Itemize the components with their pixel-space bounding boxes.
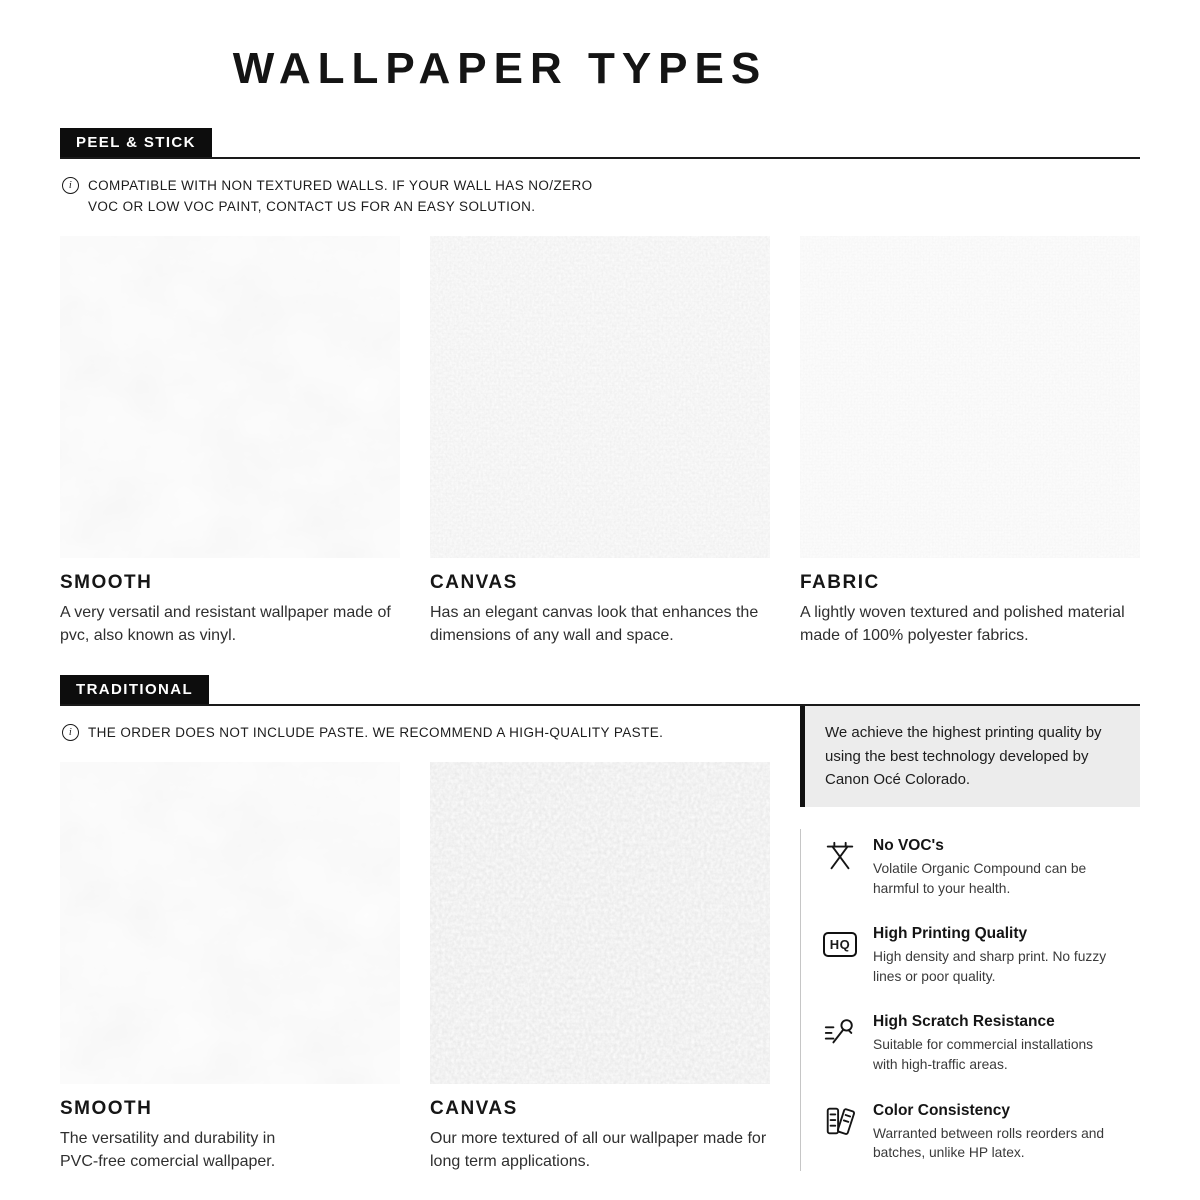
peel-stick-badge: PEEL & STICK [60,128,212,157]
swatch-title: SMOOTH [60,571,153,593]
feature-no-voc [821,837,1140,898]
hq-icon-label: HQ [823,932,858,957]
swatch-title: SMOOTH [60,1098,153,1120]
features-list [800,829,1140,1171]
traditional-section [60,675,1140,1173]
swatch-description: A very versatil and resistant wallpaper made of pvc, also known as vinyl. [60,603,391,644]
traditional-header-rule [60,675,1140,706]
swatch-card-smooth-traditional [60,762,400,1173]
swatch-card-canvas [430,236,770,647]
swatch-title: CANVAS [430,1098,518,1120]
swatch-description: The versatility and durability in PVC-free comercial wallpaper. [60,1130,276,1170]
note-line: VOC OR LOW VOC PAINT, CONTACT US FOR AN EASY SOLUTION. [88,198,536,214]
swatch-card-canvas-traditional [430,762,770,1173]
traditional-note [62,723,770,744]
hq-icon [821,925,859,963]
feature-high-printing-quality [821,925,1140,986]
swatch-description: A lightly woven textured and polished material made of 100% polyester fabrics. [800,603,1125,644]
feature-text [873,925,1115,986]
feature-text [873,1013,1115,1074]
swatch-caption [800,572,1140,647]
feature-title: High Scratch Resistance [873,1013,1055,1031]
note-line: THE ORDER DOES NOT INCLUDE PASTE. WE RECOMMEND A HIGH-QUALITY PASTE. [88,725,664,741]
note-line: COMPATIBLE WITH NON TEXTURED WALLS. IF YOUR WALL HAS NO/ZERO [88,178,593,193]
swatch-title: FABRIC [800,571,880,593]
peel-stick-swatch-grid [60,236,1140,647]
peel-stick-section [60,128,1140,647]
smooth-texture-image [60,236,400,558]
smooth-texture-sample [60,236,400,558]
swatch-caption [430,572,770,647]
swatch-description: Our more textured of all our wallpaper made for long term applications. [430,1130,767,1170]
fabric-texture-image [800,236,1140,558]
smooth-texture-sample [60,762,400,1084]
feature-color-consistency [821,1102,1140,1163]
canvas-texture-image [430,762,770,1084]
feature-description: High density and sharp print. No fuzzy lines or poor quality. [873,949,1107,984]
swatch-card-fabric [800,236,1140,647]
no-voc-icon [821,837,859,875]
feature-description: Volatile Organic Compound can be harmful to your health. [873,861,1087,896]
scratch-icon [821,1013,859,1051]
fabric-texture-sample [800,236,1140,558]
canvas-texture-sample [430,762,770,1084]
printing-quality-highlight: We achieve the highest printing quality by using the best technology developed by Canon Océ Colorado. [800,706,1140,807]
quality-panel [800,706,1140,1170]
traditional-left-column [60,706,770,1173]
traditional-content-row [60,706,1140,1173]
traditional-note-text [88,723,663,744]
peel-stick-note [62,176,1140,218]
smooth-texture-image [60,762,400,1084]
swatch-caption [60,572,400,647]
info-icon: i [62,724,79,741]
feature-description: Suitable for commercial installations with high-traffic areas. [873,1037,1094,1072]
swatch-card-smooth [60,236,400,647]
feature-title: High Printing Quality [873,925,1028,943]
feature-text [873,1102,1115,1163]
peel-stick-header-rule [60,128,1140,159]
canvas-texture-image [430,236,770,558]
feature-title: Color Consistency [873,1101,1010,1119]
color-swatches-icon [821,1102,859,1140]
feature-description: Warranted between rolls reorders and batches, unlike HP latex. [873,1125,1105,1161]
peel-stick-note-text [88,176,593,218]
page-title: WALLPAPER TYPES [232,44,768,93]
feature-scratch-resistance [821,1013,1140,1074]
swatch-description: Has an elegant canvas look that enhances the dimensions of any wall and space. [430,603,759,644]
swatch-title: CANVAS [430,571,518,593]
feature-text [873,837,1115,898]
canvas-texture-sample [430,236,770,558]
swatch-caption [60,1098,400,1173]
traditional-badge: TRADITIONAL [60,675,209,704]
swatch-caption [430,1098,770,1173]
feature-title: No VOC's [873,837,944,855]
traditional-swatch-grid [60,762,770,1173]
info-icon: i [62,177,79,194]
